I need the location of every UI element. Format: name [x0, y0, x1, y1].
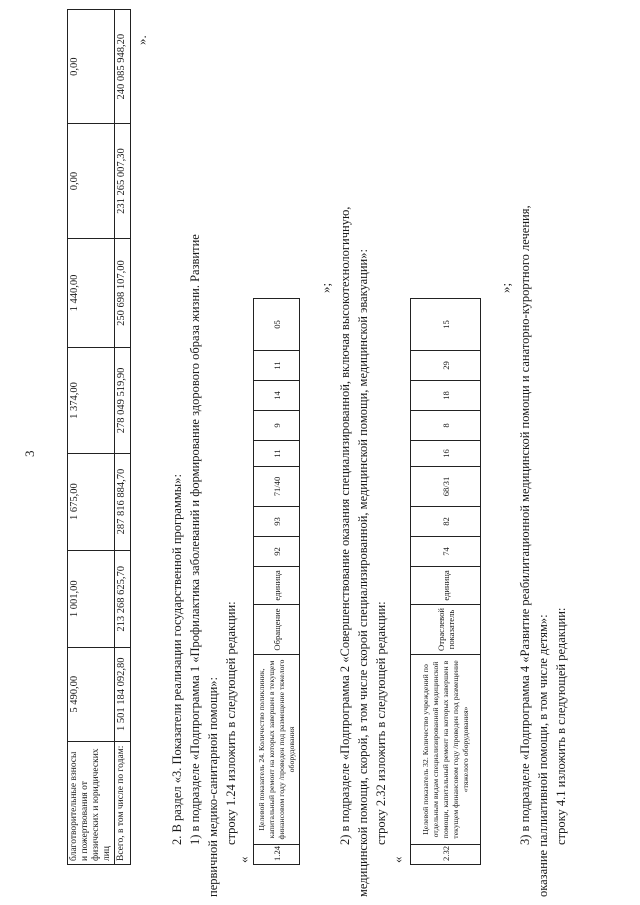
table-cell: 1 675,00	[68, 453, 115, 550]
indicator-description: Целевой показатель 32. Количество учреждений по отдельным видам специализированной медицинской помощи, капитальный ремонт на которых завершен в текущем финансовом году /проведен под размещение «тяжелого оборудования»	[411, 655, 481, 845]
instruction-paragraph: строку 2.32 изложить в следующей редакции:	[374, 601, 388, 845]
closing-quote: »;	[498, 282, 513, 293]
open-quote: «	[390, 856, 405, 863]
indicator-value: 18	[411, 381, 481, 411]
indicator-value: 82	[411, 507, 481, 537]
table-cell: 0,00	[68, 124, 115, 238]
table-cell: 278 049 519,90	[115, 348, 131, 453]
open-quote: «	[236, 856, 251, 863]
subsection-paragraph: 2) в подразделе «Подпрограмма 2 «Совершенствование оказания специализированной, включая высокотехнологичную,	[338, 206, 352, 845]
closing-quote: »;	[318, 282, 333, 293]
table-row	[115, 10, 131, 865]
closing-quote: ».	[134, 35, 149, 45]
indicator-value: 68/31	[411, 467, 481, 507]
subsection-paragraph-cont: первичной медико-санитарной помощи»:	[206, 676, 220, 897]
indicator-value: 14	[254, 381, 300, 411]
indicator-value: 92	[254, 537, 300, 567]
subsection-paragraph: 1) в подразделе «Подпрограмма 1 «Профилактика заболеваний и формирование здорового образа жизни. Развитие	[188, 234, 202, 845]
table-cell: 213 268 625,70	[115, 550, 131, 647]
indicator-value: 71/40	[254, 467, 300, 507]
indicator-number: 1.24	[254, 845, 300, 865]
table-cell: 287 816 884,70	[115, 453, 131, 550]
table-cell: 1 001,00	[68, 550, 115, 647]
row-label: благотворительные взносы и пожертвования от физических и юридических лиц	[68, 741, 115, 864]
table-cell: 240 085 948,20	[115, 10, 131, 124]
indicator-value: 8	[411, 411, 481, 441]
instruction-paragraph: строку 4.1 изложить в следующей редакции:	[554, 607, 568, 845]
subsection-paragraph-cont: оказание паллиативной помощи, в том числе детям»:	[536, 614, 550, 897]
table-cell: 250 698 107,00	[115, 238, 131, 348]
indicator-description: Целевой показатель 24. Количество поликлиник, капитальный ремонт на которых завершен в текущем финансовом году /проведен под размещение тяжелого оборудования	[254, 655, 300, 845]
table-row	[254, 299, 300, 865]
indicator-value: 9	[254, 411, 300, 441]
indicator-value: 05	[254, 299, 300, 351]
indicator-value: 16	[411, 441, 481, 467]
indicator-type: Отраслевой показатель	[411, 605, 481, 655]
indicator-value: 11	[254, 351, 300, 381]
indicator-type: Обращение	[254, 605, 300, 655]
indicator-value: 11	[254, 441, 300, 467]
funding-table	[67, 9, 131, 865]
indicator-unit: единица	[254, 567, 300, 605]
section-paragraph: 2. В раздел «3. Показатели реализации государственной программы»:	[170, 474, 184, 845]
indicator-table-2	[410, 298, 481, 865]
table-cell: 5 490,00	[68, 647, 115, 741]
subsection-paragraph-cont: медицинской помощи, скорой, в том числе скорой специализированной, медицинской помощи, медицинской эвакуации»:	[356, 249, 370, 897]
indicator-unit: единица	[411, 567, 481, 605]
indicator-value: 74	[411, 537, 481, 567]
instruction-paragraph: строку 1.24 изложить в следующей редакции:	[224, 601, 238, 845]
table-cell: 1 501 184 092,80	[115, 647, 131, 741]
table-row	[411, 299, 481, 865]
table-cell: 0,00	[68, 10, 115, 124]
row-label: Всего, в том числе по годам:	[115, 741, 131, 864]
table-cell: 231 265 007,30	[115, 124, 131, 238]
table-cell: 1 440,00	[68, 238, 115, 348]
indicator-table-1	[253, 298, 300, 865]
indicator-value: 93	[254, 507, 300, 537]
page-number: 3	[22, 450, 37, 457]
indicator-value: 29	[411, 351, 481, 381]
indicator-number: 2.32	[411, 845, 481, 865]
table-row	[68, 10, 115, 865]
subsection-paragraph: 3) в подразделе «Подпрограмма 4 «Развитие реабилитационной медицинской помощи и санаторно-курортного лечения,	[518, 205, 532, 845]
indicator-value: 15	[411, 299, 481, 351]
table-cell: 1 374,00	[68, 348, 115, 453]
